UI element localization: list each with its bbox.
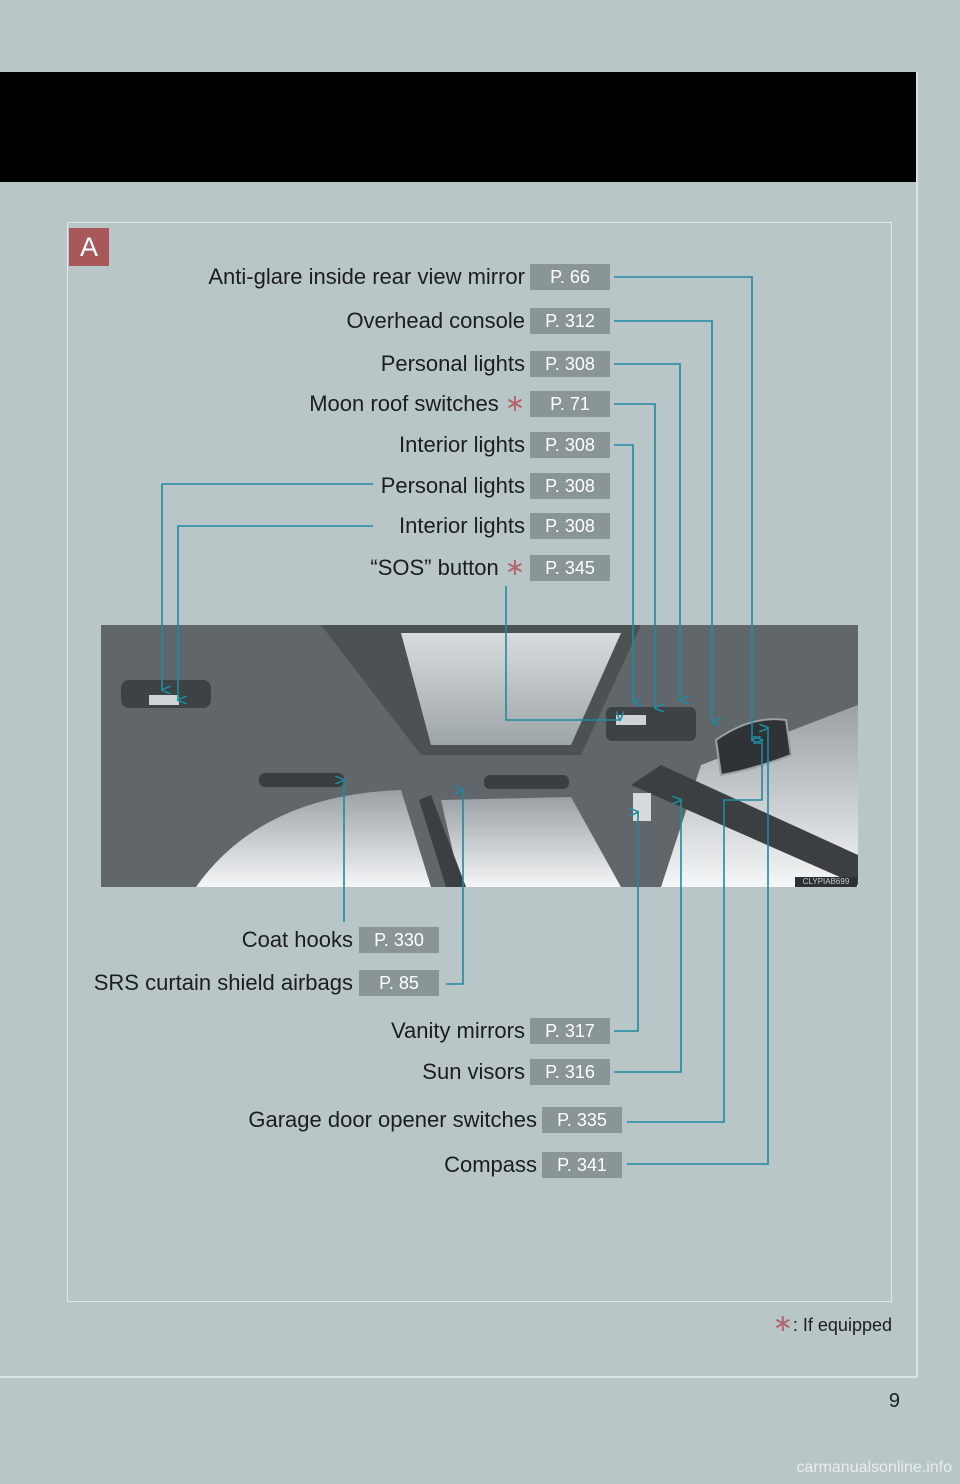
page-ref-moon-roof-switches[interactable]: P. 71 xyxy=(530,391,610,417)
page-ref-interior-lights-rear[interactable]: P. 308 xyxy=(530,513,610,539)
callout-label-moon-roof-switches: Moon roof switches ∗ xyxy=(309,390,525,417)
page-ref-overhead-console[interactable]: P. 312 xyxy=(530,308,610,334)
page-ref-sos-button[interactable]: P. 345 xyxy=(530,555,610,581)
footnote-asterisk-icon: ∗ xyxy=(772,1310,793,1337)
if-equipped-mark: ∗ xyxy=(504,390,525,417)
page-ref-coat-hooks[interactable]: P. 330 xyxy=(359,927,439,953)
page-ref-srs-airbags[interactable]: P. 85 xyxy=(359,970,439,996)
leader-rear-view-mirror xyxy=(614,277,752,740)
leader-garage-door-opener xyxy=(627,740,762,1122)
page-ref-interior-lights-front[interactable]: P. 308 xyxy=(530,432,610,458)
callout-label-coat-hooks: Coat hooks xyxy=(241,927,353,952)
leader-overhead-console xyxy=(614,321,712,722)
page-ref-vanity-mirrors[interactable]: P. 317 xyxy=(530,1018,610,1044)
page-ref-rear-view-mirror[interactable]: P. 66 xyxy=(530,264,610,290)
callout-label-srs-airbags: SRS curtain shield airbags xyxy=(93,970,353,995)
leader-interior-lights-rear xyxy=(178,526,373,700)
leader-compass xyxy=(627,728,768,1164)
leader-moon-roof-switches xyxy=(614,404,655,708)
callout-label-garage-door-opener: Garage door opener switches xyxy=(248,1107,537,1132)
callout-label-sun-visors: Sun visors xyxy=(422,1059,525,1084)
page-number: 9 xyxy=(888,1390,900,1412)
leader-vanity-mirrors xyxy=(614,812,638,1031)
callout-label-compass: Compass xyxy=(444,1152,537,1177)
callout-label-overhead-console: Overhead console xyxy=(346,308,525,333)
callout-label-personal-lights-front: Personal lights xyxy=(380,351,525,376)
section-badge: A xyxy=(69,228,109,266)
callout-label-sos-button: “SOS” button ∗ xyxy=(370,554,525,581)
callout-label-interior-lights-rear: Interior lights xyxy=(399,513,525,538)
footnote: ∗: If equipped xyxy=(772,1310,892,1337)
leader-personal-lights-front xyxy=(614,364,680,700)
page-ref-sun-visors[interactable]: P. 316 xyxy=(530,1059,610,1085)
photo-code: CLYPIAB699 xyxy=(795,877,857,887)
callout-label-vanity-mirrors: Vanity mirrors xyxy=(390,1018,525,1043)
callout-label-rear-view-mirror: Anti-glare inside rear view mirror xyxy=(208,264,525,289)
callout-label-personal-lights-rear: Personal lights xyxy=(380,473,525,498)
callout-label-interior-lights-front: Interior lights xyxy=(399,432,525,457)
page-ref-garage-door-opener[interactable]: P. 335 xyxy=(542,1107,622,1133)
watermark: carmanualsonline.info xyxy=(796,1459,952,1476)
page-ref-personal-lights-rear[interactable]: P. 308 xyxy=(530,473,610,499)
leader-sos-button xyxy=(506,586,620,720)
if-equipped-mark: ∗ xyxy=(504,554,525,581)
leader-personal-lights-rear xyxy=(162,484,373,690)
page-ref-personal-lights-front[interactable]: P. 308 xyxy=(530,351,610,377)
page-ref-compass[interactable]: P. 341 xyxy=(542,1152,622,1178)
leader-srs-airbags xyxy=(446,790,463,984)
leader-interior-lights-front xyxy=(614,445,633,702)
